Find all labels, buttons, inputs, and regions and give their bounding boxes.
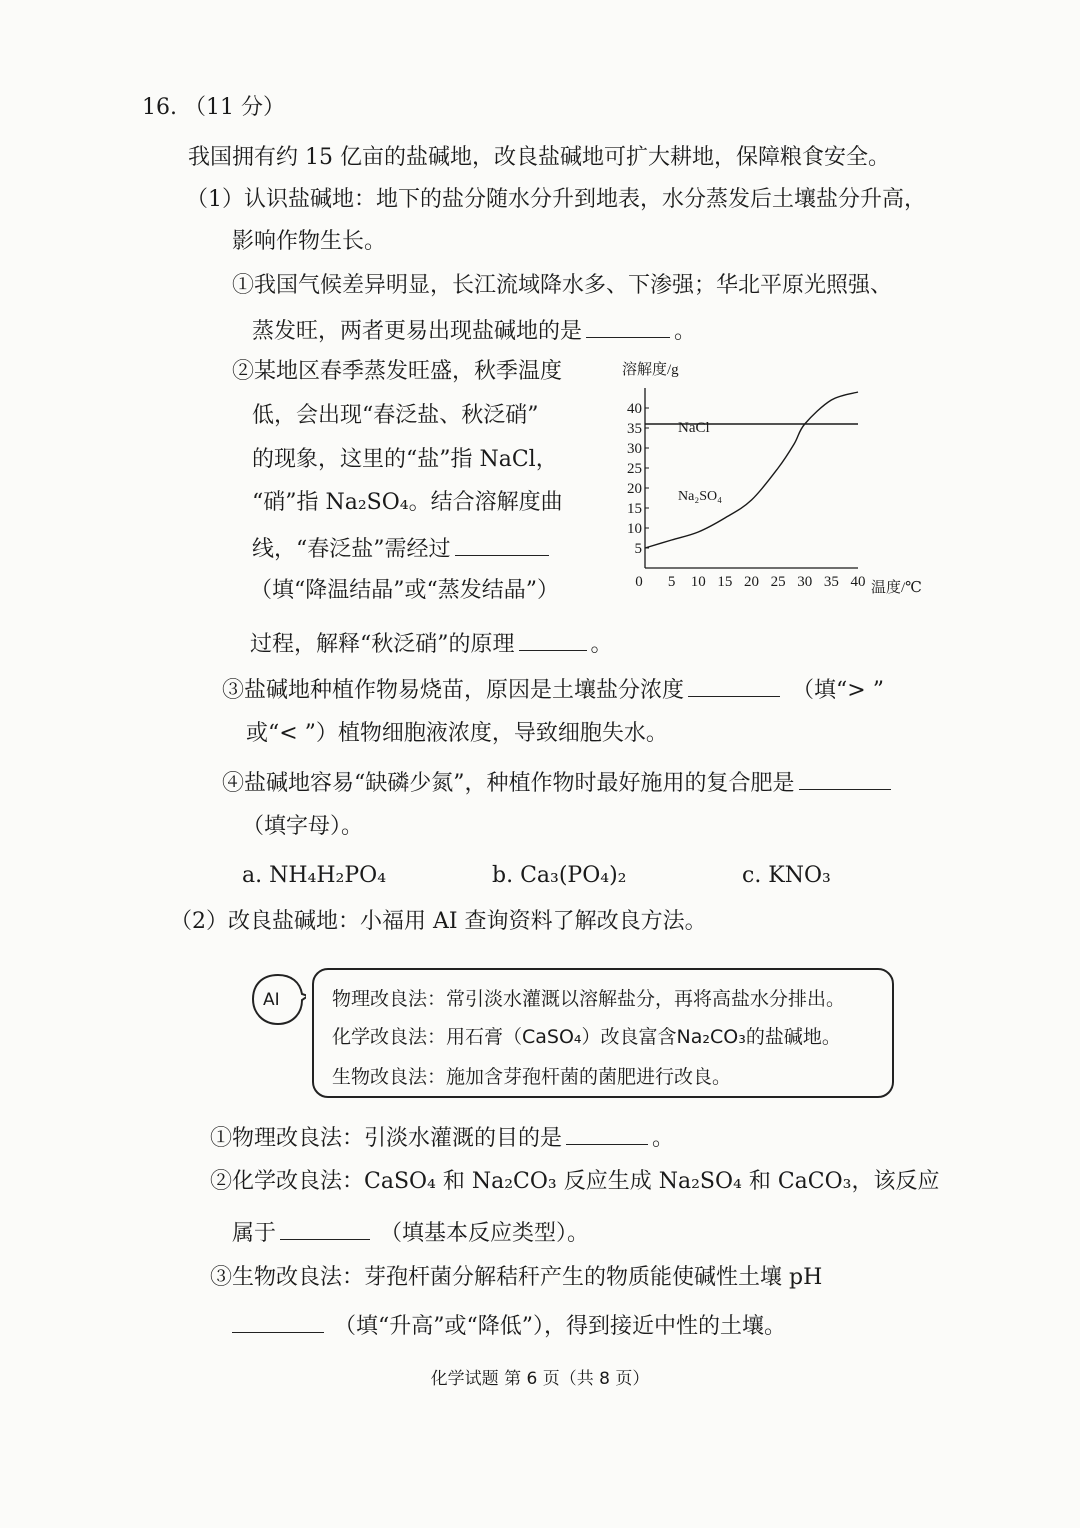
x-tick-label: 15 <box>717 574 733 590</box>
answer-blank[interactable] <box>688 674 780 697</box>
series-label-nacl: NaCl <box>678 420 710 436</box>
q2-line: 的现象，这里的“盐”指 NaCl， <box>252 447 558 472</box>
q2-tail: 过程，解释“秋泛硝”的原理 。 <box>250 628 613 659</box>
part1-line2: 影响作物生长。 <box>232 229 387 254</box>
x-tick-label: 20 <box>744 574 759 590</box>
question-number: 16. <box>142 95 177 120</box>
option-a: a. NH₄H₂PO₄ <box>242 863 387 888</box>
series-label-na2so4: Na₂SO₄ <box>678 489 722 504</box>
chart-xlabel: 温度/℃ <box>871 580 922 596</box>
chart-ylabel: 溶解度/g <box>622 362 679 378</box>
answer-blank[interactable] <box>566 1122 648 1145</box>
intro-text: 我国拥有约 15 亿亩的盐碱地，改良盐碱地可扩大耕地，保障粮食安全。 <box>188 145 890 170</box>
question-header <box>142 94 285 122</box>
x-tick-label: 25 <box>770 574 786 590</box>
answer-blank[interactable] <box>232 1310 324 1333</box>
solubility-chart <box>610 352 940 600</box>
y-tick-label: 40 <box>627 401 642 417</box>
y-tick-label: 25 <box>627 461 642 477</box>
option-b: b. Ca₃(PO₄)₂ <box>492 863 627 888</box>
y-tick-label: 10 <box>627 521 642 537</box>
box-row-biological: 生物改良法：施加含芽孢杆菌的菌肥进行改良。 <box>332 1066 732 1088</box>
q1-line2: 蒸发旺，两者更易出现盐碱地的是 。 <box>252 315 696 346</box>
x-tick-label: 5 <box>667 574 676 590</box>
p2-q2-line2: 属于 （填基本反应类型）。 <box>232 1217 589 1248</box>
y-tick-label: 30 <box>627 441 642 457</box>
answer-blank[interactable] <box>455 533 549 556</box>
page-footer: 化学试题 第 6 页（共 8 页） <box>430 1369 650 1389</box>
option-c: c. KNO₃ <box>742 863 831 888</box>
y-tick-label: 20 <box>627 481 642 497</box>
part2-line1: （2）改良盐碱地：小福用 AI 查询资料了解改良方法。 <box>170 909 707 934</box>
x-tick-label: 40 <box>850 574 866 590</box>
p2-q3-line2: （填“升高”或“降低”），得到接近中性的土壤。 <box>232 1310 786 1341</box>
y-tick-label: 35 <box>627 421 642 437</box>
x-tick-label: 30 <box>797 574 813 590</box>
answer-blank[interactable] <box>586 315 670 338</box>
x-tick-label: 35 <box>823 574 839 590</box>
answer-blank[interactable] <box>519 628 587 651</box>
question-points: （11 分） <box>184 95 285 120</box>
x-tick-label: 0 <box>635 574 643 590</box>
q2-line: “硝”指 Na₂SO₄。结合溶解度曲 <box>252 490 563 515</box>
ai-label: AI <box>263 990 280 1010</box>
p2-q1: ①物理改良法：引淡水灌溉的目的是 。 <box>210 1122 674 1153</box>
q3-line1: ③盐碱地种植作物易烧苗，原因是土壤盐分浓度 （填“> ” <box>222 674 884 705</box>
p2-q2-line1: ②化学改良法：CaSO₄ 和 Na₂CO₃ 反应生成 Na₂SO₄ 和 CaCO₃，该反应 <box>210 1169 940 1194</box>
p2-q3-line1: ③生物改良法：芽孢杆菌分解秸秆产生的物质能使碱性土壤 pH <box>210 1265 823 1290</box>
q1-line1: ①我国气候差异明显，长江流域降水多、下渗强；华北平原光照强、 <box>232 273 893 298</box>
q4-line1: ④盐碱地容易“缺磷少氮”，种植作物时最好施用的复合肥是 <box>222 767 895 798</box>
series-line-na2so4 <box>645 392 858 548</box>
box-row-chemical: 化学改良法：用石膏（CaSO₄）改良富含Na₂CO₃的盐碱地。 <box>332 1026 841 1048</box>
ai-bubble-icon <box>250 972 306 1028</box>
q4-line2: （填字母）。 <box>242 814 364 839</box>
q2-line: （填“降温结晶”或“蒸发结晶”） <box>250 578 559 603</box>
q2-line: ②某地区春季蒸发旺盛，秋季温度 <box>232 359 563 384</box>
q2-line: 线，“春泛盐”需经过 <box>252 533 553 564</box>
answer-blank[interactable] <box>280 1217 370 1240</box>
answer-blank[interactable] <box>799 767 891 790</box>
ai-info-box <box>312 968 894 1098</box>
part1-line1: （1）认识盐碱地：地下的盐分随水分升到地表，水分蒸发后土壤盐分升高， <box>186 187 926 212</box>
y-tick-label: 5 <box>634 541 642 557</box>
box-row-physical: 物理改良法：常引淡水灌溉以溶解盐分，再将高盐水分排出。 <box>332 988 846 1010</box>
q2-line: 低，会出现“春泛盐、秋泛硝” <box>252 403 539 428</box>
x-tick-label: 10 <box>690 574 706 590</box>
q3-line2: 或“< ”）植物细胞液浓度，导致细胞失水。 <box>246 721 668 746</box>
y-tick-label: 15 <box>627 501 642 517</box>
